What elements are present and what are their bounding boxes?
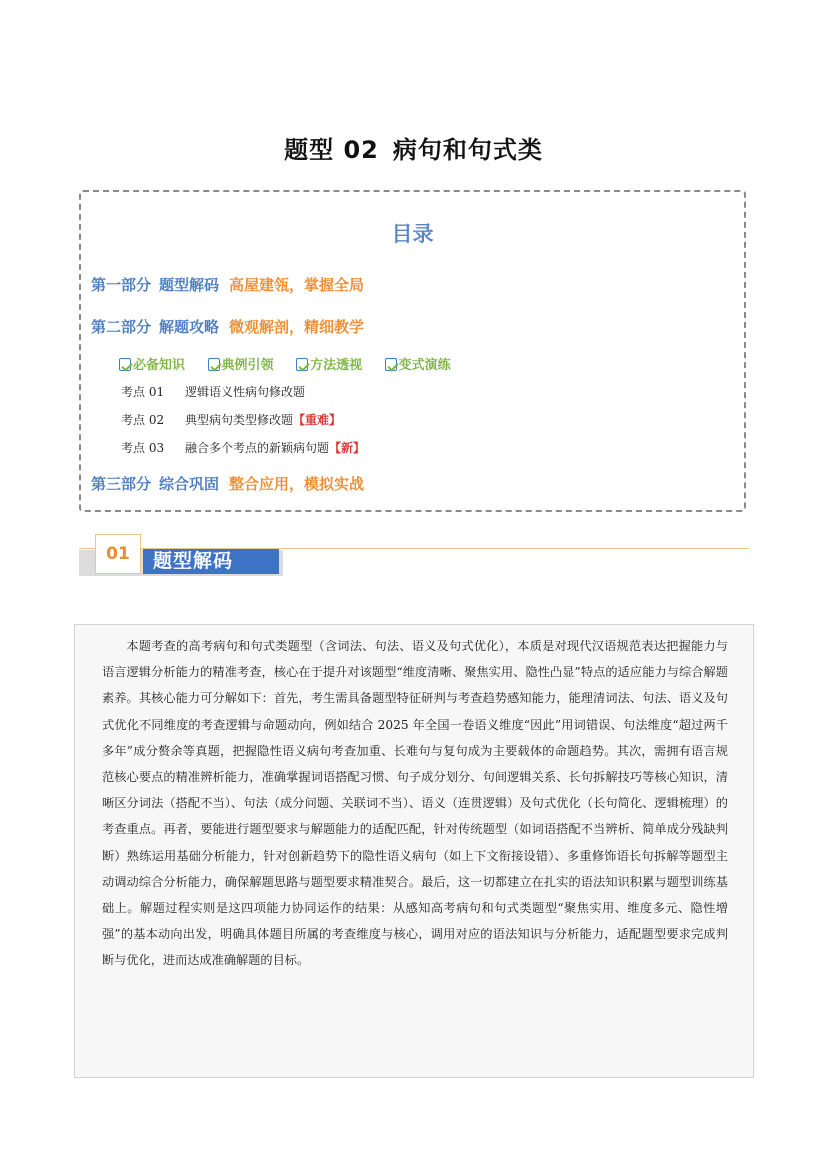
toc-tag-label: 变式演练 xyxy=(398,358,451,373)
toc-tag[interactable] xyxy=(296,354,362,373)
page-title-prefix: 题型 02 xyxy=(284,136,379,164)
kaodian-badge: 【新】 xyxy=(329,441,366,455)
part-subtitle: 整合应用，模拟实战 xyxy=(229,475,365,493)
checklist-icon xyxy=(385,358,397,371)
toc-tag[interactable] xyxy=(119,354,185,373)
toc-heading: 目录 xyxy=(391,222,434,246)
checklist-icon xyxy=(119,358,131,371)
section-title: 题型解码 xyxy=(143,549,279,574)
toc-kaodian-1[interactable] xyxy=(121,383,305,400)
part-number: 第一部分 xyxy=(91,276,152,294)
toc-part-1[interactable] xyxy=(91,274,364,295)
toc-kaodian-3[interactable] xyxy=(121,439,365,456)
intro-box xyxy=(74,624,754,1078)
part-name: 题型解码 xyxy=(159,276,220,294)
toc-tag[interactable] xyxy=(385,354,451,373)
toc-tag-row xyxy=(119,354,469,373)
toc-tag-label: 必备知识 xyxy=(133,358,186,373)
kaodian-badge: 【重难】 xyxy=(293,413,342,427)
kaodian-title: 典型病句类型修改题 xyxy=(185,413,294,427)
part-number: 第三部分 xyxy=(91,475,152,493)
page-title-main: 病句和句式类 xyxy=(392,136,543,164)
kaodian-number: 考点 01 xyxy=(121,385,165,399)
toc-kaodian-2[interactable] xyxy=(121,411,341,428)
page-title xyxy=(0,130,827,165)
section-number: 01 xyxy=(95,534,141,574)
toc-part-2[interactable] xyxy=(91,316,364,337)
part-subtitle: 微观解剖，精细教学 xyxy=(229,318,365,336)
kaodian-number: 考点 02 xyxy=(121,413,165,427)
part-subtitle: 高屋建瓴，掌握全局 xyxy=(229,276,365,294)
table-of-contents xyxy=(79,190,746,512)
part-name: 解题攻略 xyxy=(159,318,220,336)
toc-part-3[interactable] xyxy=(91,473,364,494)
toc-tag[interactable] xyxy=(208,354,274,373)
kaodian-title: 逻辑语义性病句修改题 xyxy=(185,385,306,399)
kaodian-number: 考点 03 xyxy=(121,441,165,455)
part-number: 第二部分 xyxy=(91,318,152,336)
checklist-icon xyxy=(296,358,308,371)
toc-tag-label: 典例引领 xyxy=(221,358,274,373)
part-name: 综合巩固 xyxy=(159,475,220,493)
intro-paragraph: 本题考查的高考病句和句式类题型（含词法、句法、语义及句式优化），本质是对现代汉语规范表达把握能力与语言逻辑分析能力的精准考查，核心在于提升对该题型“维度清晰、聚焦实用、隐性凸显”特点的适应能力与综合解题素养。其核心能力可分解如下：首先，考生需具备题型特征研判与考查趋势感知能力，能理清词法、句法、语义及句式优化不同维度的考查逻辑与命题动向，例如结合 2025 年全国一卷语义维度“因此”用词错误、句法维度“超过两千多年”成分赘余等真题，把握隐性语义病句考查加重、长难句与复句成为主要载体的命题趋势。其次，需拥有语言规范核心要点的精准辨析能力，准确掌握词语搭配习惯、句子成分划分、句间逻辑关系、长句拆解技巧等核心知识，清晰区分词法（搭配不当）、句法（成分问题、关联词不当）、语义（连贯逻辑）及句式优化（长句简化、逻辑梳理）的考查重点。再者，要能进行题型要求与解题能力的适配匹配，针对传统题型（如词语搭配不当辨析、简单成分残缺判断）熟练运用基础分析能力，针对创新趋势下的隐性语义病句（如上下文衔接设错）、多重修饰语长句拆解等题型主动调动综合分析能力，确保解题思路与题型要求精准契合。最后，这一切都建立在扎实的语法知识积累与题型训练基础上。解题过程实则是这四项能力协同运作的结果：从感知高考病句和句式类题型“聚焦实用、维度多元、隐性增强”的基本动向出发，明确具体题目所属的考查维度与核心，调用对应的语法知识与分析能力，适配题型要求完成判断与优化，进而达成准确解题的目标。 xyxy=(102,639,728,968)
kaodian-title: 融合多个考点的新颖病句题 xyxy=(185,441,330,455)
section-header xyxy=(79,534,749,578)
checklist-icon xyxy=(208,358,220,371)
toc-tag-label: 方法透视 xyxy=(310,358,363,373)
